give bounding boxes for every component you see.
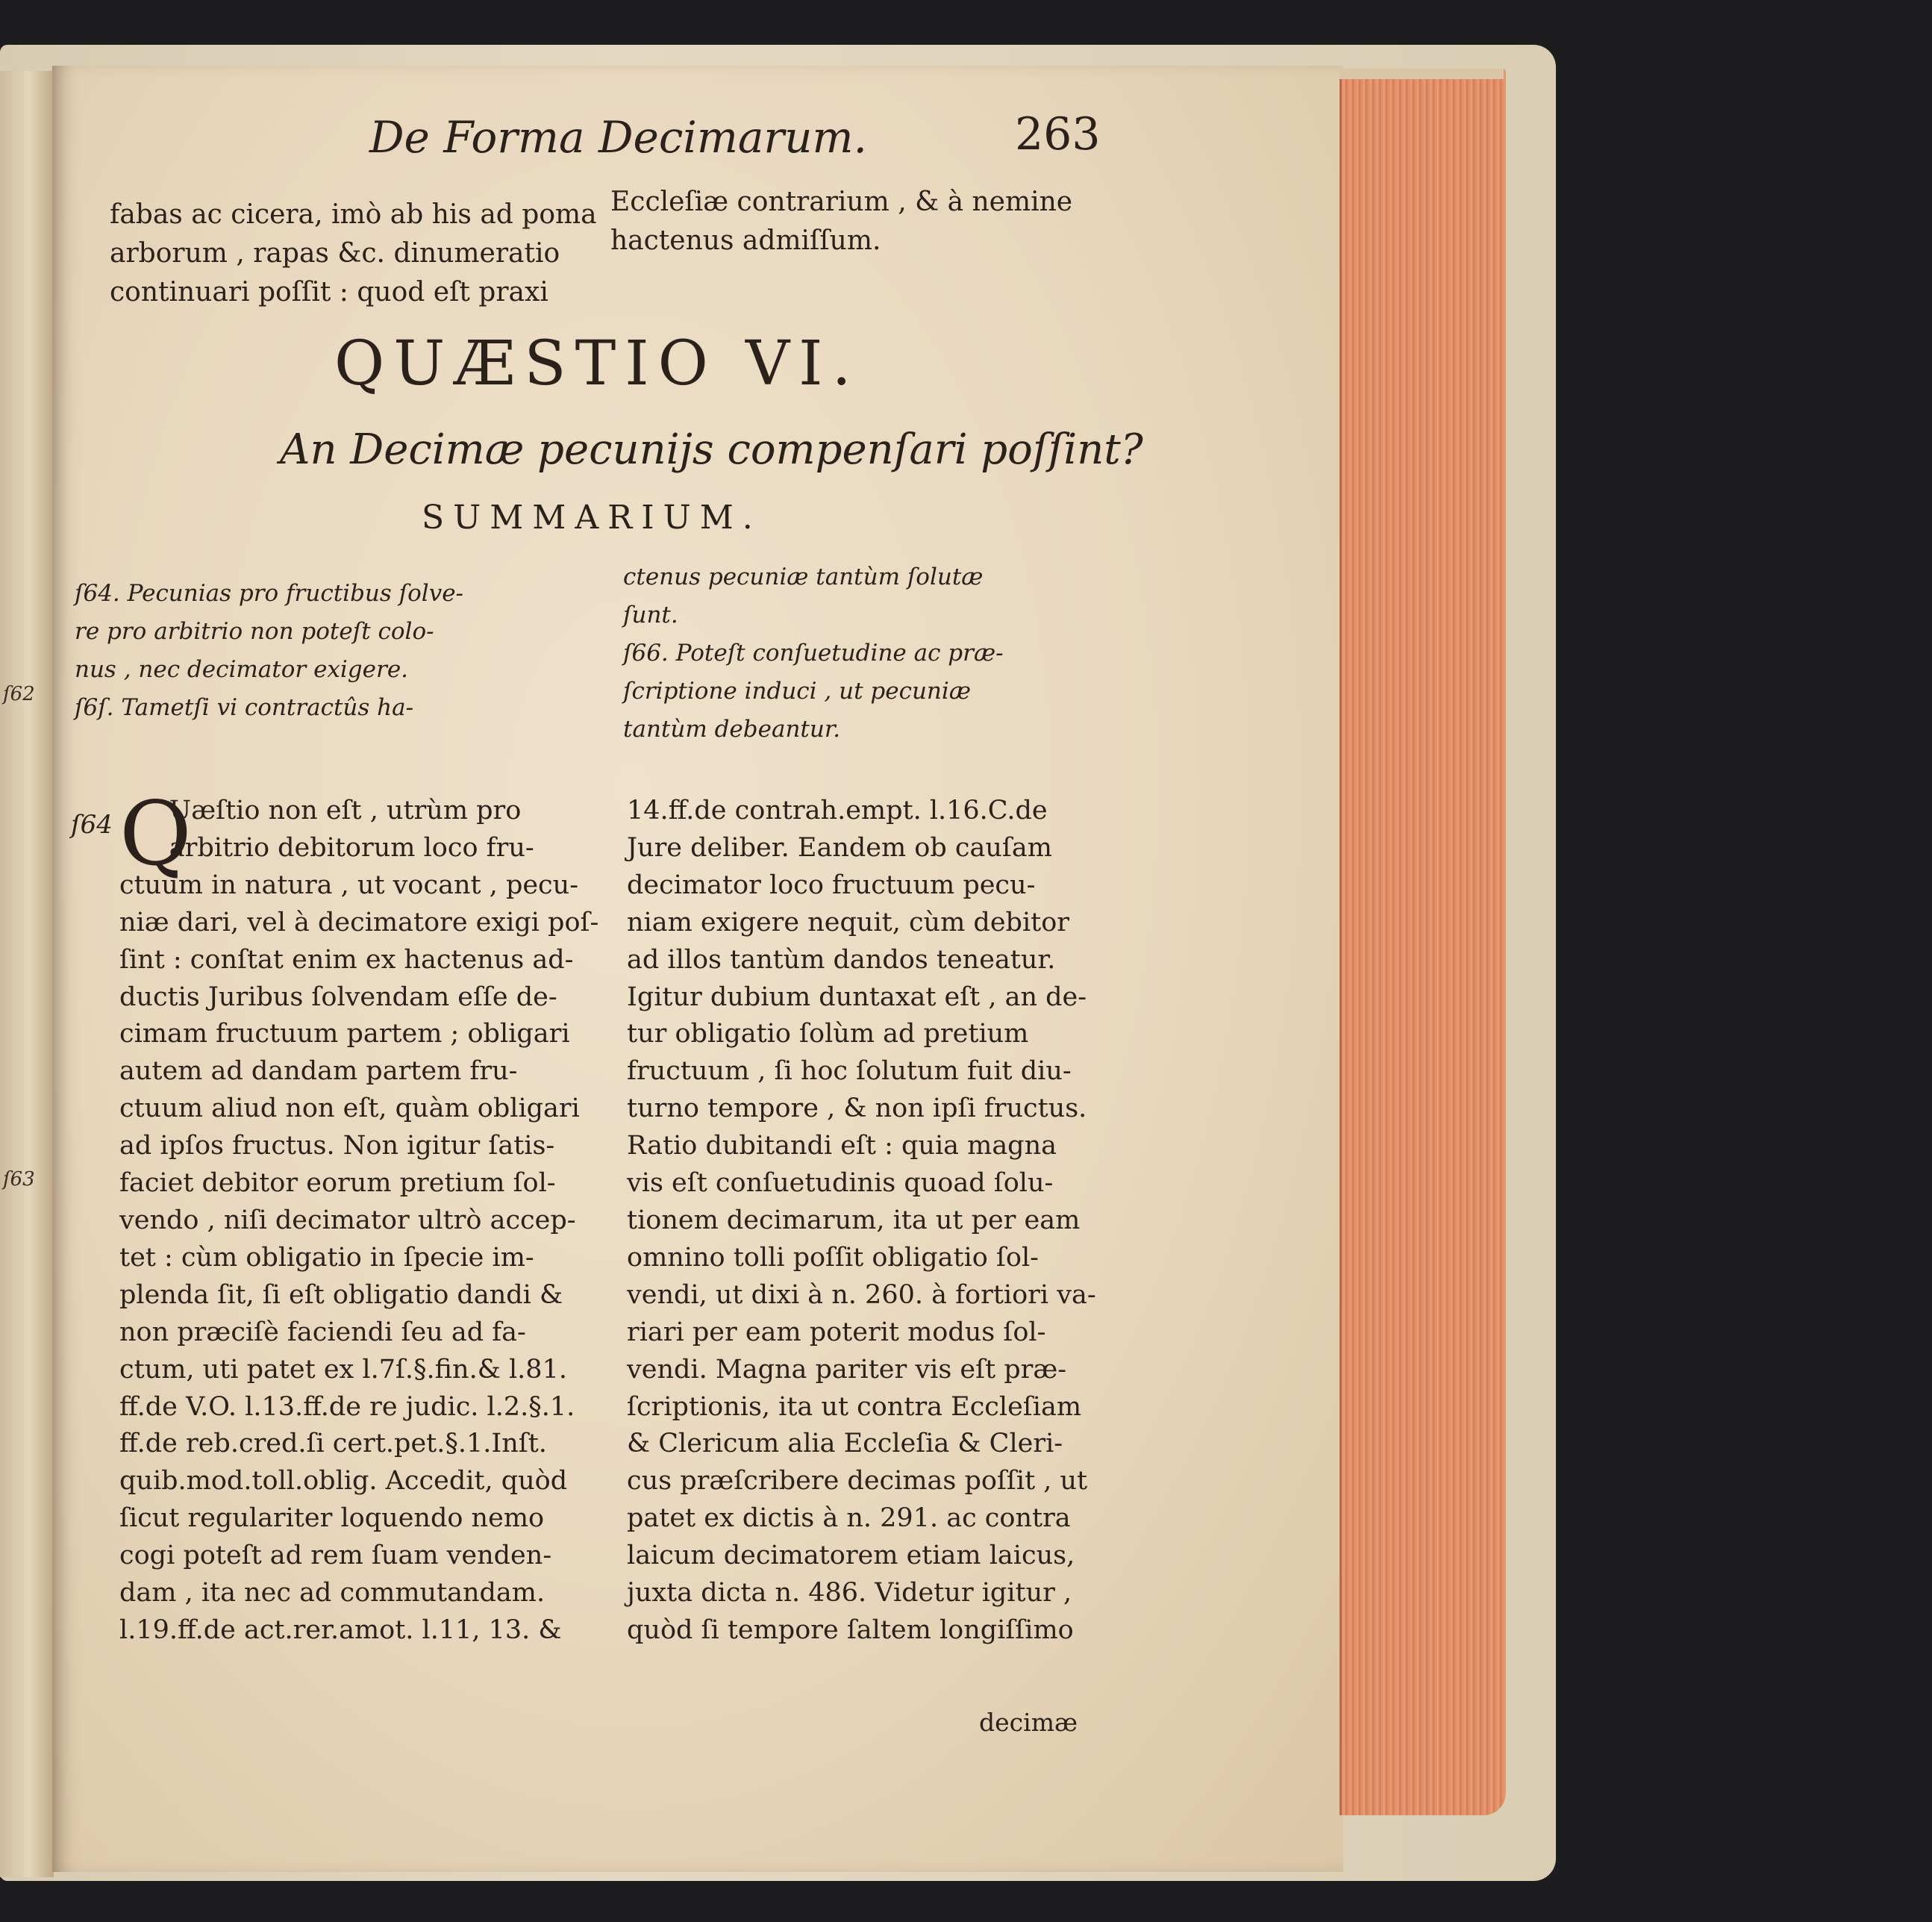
body-line: dam , ita nec ad commutandam. [119, 1578, 545, 1609]
question-title: QUÆSTIO VI. [334, 328, 860, 399]
body-line: ſint : conſtat enim ex hactenus ad- [119, 944, 574, 975]
body-line: tionem decimarum, ita ut per eam [627, 1205, 1081, 1235]
body-line: non præciſè faciendi ſeu ad fa- [119, 1317, 526, 1347]
body-line: vendo , niſi decimator ultrò accep- [119, 1205, 576, 1235]
left-margin-number: ſ62 [3, 683, 35, 705]
question-subtitle: An Decimæ pecunijs compenſari poſſint? [280, 425, 1143, 474]
body-line: cimam fructuum partem ; obligari [119, 1019, 570, 1049]
text-line: continuari poſſit : quod eſt praxi [110, 277, 548, 308]
body-line: & Clericum alia Eccleſia & Cleri- [627, 1429, 1063, 1459]
summary-line: nus , nec decimator exigere. [75, 656, 409, 683]
page-block-edge [1339, 69, 1506, 1815]
body-line: tur obligatio ſolùm ad pretium [627, 1019, 1029, 1049]
body-line: turno tempore , & non ipſi fructus. [627, 1093, 1087, 1124]
body-line: laicum decimatorem etiam laicus, [627, 1541, 1075, 1571]
top-right-column [610, 183, 1072, 260]
summary-right-column [623, 558, 1004, 749]
body-line: ſcriptionis, ita ut contra Eccleſiam [627, 1391, 1082, 1422]
body-line: ctuum aliud non eſt, quàm obligari [119, 1093, 580, 1124]
body-line: cogi poteſt ad rem ſuam venden- [119, 1541, 552, 1571]
running-head: De Forma Decimarum. [369, 112, 867, 163]
left-page-fragment [0, 71, 54, 1877]
text-line: Eccleſiæ contrarium , & à nemine [610, 187, 1073, 217]
text-line: hactenus admiſſum. [610, 225, 881, 256]
summary-line: ſcriptione induci , ut pecuniæ [623, 678, 971, 705]
body-line: ff.de V.O. l.13.ff.de re judic. l.2.§.1. [119, 1391, 575, 1422]
body-line: decimator loco fructuum pecu- [627, 870, 1036, 900]
body-line: ctum, uti patet ex l.7ſ.§.fin.& l.81. [119, 1354, 567, 1385]
page-block-top [1339, 69, 1504, 79]
body-line: Igitur dubium duntaxat eſt , an de- [627, 982, 1087, 1012]
body-line: ff.de reb.cred.ſi cert.pet.§.1.Inſt. [119, 1429, 547, 1459]
summary-line: ſunt. [623, 602, 678, 628]
catchword: decimæ [979, 1708, 1078, 1737]
left-margin-number: ſ63 [3, 1168, 35, 1191]
text-line: arborum , rapas &c. dinumeratio [110, 238, 560, 269]
body-line: arbitrio debitorum loco fru- [119, 832, 534, 863]
body-line: ctuum in natura , ut vocant , pecu- [119, 870, 579, 900]
body-line: vendi, ut dixi à n. 260. à fortiori va- [627, 1279, 1096, 1310]
summary-line: ſ64. Pecunias pro fructibus ſolve- [75, 580, 464, 607]
body-line: ad illos tantùm dandos teneatur. [627, 944, 1056, 975]
body-line: plenda ſit, ſi eſt obligatio dandi & [119, 1279, 563, 1310]
body-right-column [627, 793, 1096, 1650]
body-line: autem ad dandam partem fru- [119, 1056, 518, 1087]
body-line: fructuum , ſi hoc ſolutum fuit diu- [627, 1056, 1072, 1087]
summary-line: ſ66. Poteſt conſuetudine ac præ- [623, 640, 1004, 667]
summary-left-column [75, 575, 463, 727]
body-line: riari per eam poterit modus ſol- [627, 1317, 1046, 1347]
page-number: 263 [1015, 108, 1101, 160]
body-line: niam exigere nequit, cùm debitor [627, 907, 1070, 937]
summary-line: tantùm debeantur. [623, 716, 841, 743]
body-line: niæ dari, vel à decimatore exigi poſ- [119, 907, 599, 937]
body-left-column [119, 793, 598, 1650]
body-line: vendi. Magna pariter vis eſt præ- [627, 1354, 1067, 1385]
body-line: faciet debitor eorum pretium ſol- [119, 1168, 556, 1199]
body-line: cus præſcribere decimas poſſit , ut [627, 1466, 1088, 1497]
text-line: fabas ac cicera, imò ab his ad poma [110, 199, 597, 230]
body-line: juxta dicta n. 486. Videtur igitur , [627, 1578, 1072, 1609]
body-line: omnino tolli poſſit obligatio ſol- [627, 1242, 1039, 1273]
body-line: tet : cùm obligatio in ſpecie im- [119, 1242, 534, 1273]
body-line: vis eſt conſuetudinis quoad ſolu- [627, 1168, 1054, 1199]
summary-line: ſ6ſ. Tametſi vi contractûs ha- [75, 694, 414, 721]
body-line: 14.ff.de contrah.empt. l.16.C.de [627, 796, 1048, 826]
body-line: Jure deliber. Eandem ob cauſam [627, 832, 1052, 863]
summary-line: ctenus pecuniæ tantùm ſolutæ [623, 564, 984, 590]
summary-line: re pro arbitrio non poteſt colo- [75, 618, 434, 645]
body-line: Ratio dubitandi eſt : quia magna [627, 1131, 1057, 1161]
summary-heading: SUMMARIUM. [422, 499, 762, 537]
body-line: Uæſtio non eſt , utrùm pro [119, 796, 522, 826]
body-line: patet ex dictis à n. 291. ac contra [627, 1503, 1071, 1534]
body-line: quòd ſi tempore ſaltem longiſſimo [627, 1614, 1074, 1645]
top-left-column [110, 196, 597, 312]
body-line: l.19.ff.de act.rer.amot. l.11, 13. & [119, 1614, 562, 1645]
body-line: ſicut regulariter loquendo nemo [119, 1503, 545, 1534]
drop-cap: Q [119, 782, 192, 885]
margin-number: ſ64 [71, 810, 113, 840]
body-line: quib.mod.toll.oblig. Accedit, quòd [119, 1466, 568, 1497]
body-line: ductis Juribus ſolvendam eſſe de- [119, 982, 557, 1012]
body-line: ad ipſos fructus. Non igitur ſatis- [119, 1131, 555, 1161]
